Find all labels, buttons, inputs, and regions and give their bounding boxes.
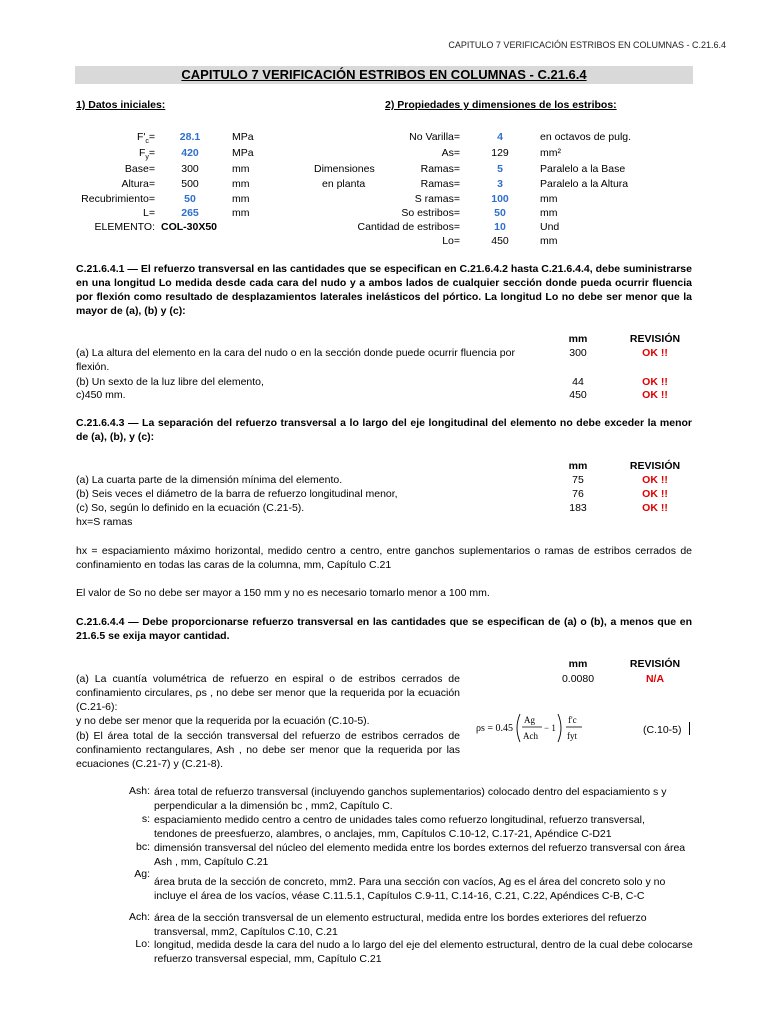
glossary-def: espaciamiento medido centro a centro de unidades tales como refuerzo longitudinal, refuerzo transversal, tendones de preesfuerzo, alambres, o anclajes, mm, Capítulos C.10-12, C.17-21, Apéndice C-D21: [154, 814, 645, 840]
c21644-col-revision: REVISIÓN: [629, 658, 681, 670]
hx-definition: hx = espaciamiento máximo horizontal, medido centro a centro, entre ganchos suplementarios o ramas de estribos cerrados de confinamiento en todas las caras de la columna, mm, Capítulo C.21: [76, 545, 692, 571]
dimensiones-label: Dimensiones: [314, 163, 375, 175]
ramas-altura-label: Ramas=: [420, 178, 460, 190]
lo-value: 450: [491, 235, 509, 247]
so-note: El valor de So no debe ser mayor a 150 mm y no es necesario tomarlo menor a 100 mm.: [76, 587, 490, 599]
c21641-c-rev: OK !!: [642, 389, 668, 401]
elemento-label: ELEMENTO:: [94, 221, 155, 233]
c21644-col-mm: mm: [568, 658, 588, 670]
s-ramas-unit: mm: [540, 193, 558, 205]
fc-label: $F'_c=$: [136, 131, 155, 146]
l-value: 265: [181, 207, 199, 219]
eq-fc-text: f'c: [568, 715, 577, 725]
equation-graphic: [476, 706, 594, 750]
c21644-paragraph: C.21.6.4.4 — Debe proporcionarse refuerzo transversal en las cantidades que se especifican de (a) o (b), a menos que en 21.6.5 se exija mayor cantidad.: [76, 616, 692, 642]
running-header: CAPITULO 7 VERIFICACIÓN ESTRIBOS EN COLUMNAS - C.21.6.4: [448, 40, 726, 50]
glossary-def: área bruta de la sección de concreto, mm2. Para una sección con vacíos, Ag es el área del concreto solo y no incluye el área de los vacíos, véase C.11.5.1, Capítulos C.9-11, C.14-16, C.21, C.22, Apéndices C-B, C-C: [154, 876, 666, 902]
c21643-b-rev: OK !!: [642, 488, 668, 500]
glossary-term: Lo:: [135, 938, 150, 950]
s-ramas-label: S ramas=: [414, 193, 460, 205]
c21644-item-a: (a) La cuantía volumétrica de refuerzo en espiral o de estribos cerrados de confinamiento circulares, ρs , no debe ser menor que la requerida por la ecuación (C.21-6):: [76, 673, 460, 713]
c21644-y-text: y no debe ser menor que la requerida por la ecuación (C.10-5).: [76, 715, 370, 727]
eq-ag-text: Ag: [524, 715, 535, 725]
elemento-value: COL-30X50: [161, 221, 218, 233]
so-estribos-unit: mm: [540, 207, 558, 219]
c21641-a-rev: OK !!: [642, 347, 668, 359]
glossary-def: área de la sección transversal de un elemento estructural, medida entre los bordes exteriores del refuerzo transversal, mm2, Capítulos C.10, C.21: [154, 912, 647, 938]
c21643-item-c: (c) So, según lo definido en la ecuación (C.21-5).: [76, 502, 305, 514]
hx-line: hx=S ramas: [76, 516, 133, 528]
eq-right-paren: [558, 714, 561, 742]
c21641-col-mm: mm: [568, 333, 588, 345]
equation-ref: (C.10-5): [643, 724, 682, 736]
c21641-item-c: c)450 mm.: [76, 389, 126, 401]
ramas-altura-unit: Paralelo a la Altura: [540, 178, 629, 190]
c21643-col-revision: REVISIÓN: [629, 460, 681, 472]
as-label: As=: [441, 147, 460, 159]
en-planta-label: en planta: [322, 178, 366, 190]
c21643-item-a: (a) La cuarta parte de la dimensión mínima del elemento.: [76, 474, 343, 486]
altura-unit: mm: [232, 178, 250, 190]
altura-label: Altura=: [121, 178, 155, 190]
lo-unit: mm: [540, 235, 558, 247]
glossary-def: dimensión transversal del núcleo del elemento medida entre los bordes externos del refuerzo transversal con área Ash , mm, Capítulo C.21: [154, 842, 686, 868]
eq-fyt-text: fyt: [567, 731, 577, 741]
c21644-item-b: (b) El área total de la sección transversal del refuerzo de estribos cerrados de confinamiento rectangulares, Ash , no debe ser menor que la requerida por las ecuaciones (C.21-7) y (C.21-8).: [76, 730, 460, 770]
glossary-term: bc:: [135, 841, 150, 853]
as-value: 129: [491, 147, 509, 159]
fy-unit: MPa: [232, 147, 254, 159]
c21641-c-mm: 450: [569, 389, 587, 401]
glossary-term: s:: [141, 813, 150, 825]
c21643-item-b: (b) Seis veces el diámetro de la barra de refuerzo longitudinal menor,: [76, 488, 398, 500]
c21643-a-mm: 75: [572, 474, 584, 486]
cantidad-unit: Und: [540, 221, 560, 233]
fc-value: 28.1: [179, 131, 201, 143]
lo-label: Lo=: [442, 235, 460, 247]
so-estribos-label: So estribos=: [401, 207, 460, 219]
section1-heading: 1) Datos iniciales:: [76, 99, 166, 111]
base-value: 300: [181, 163, 199, 175]
c21643-b-mm: 76: [572, 488, 584, 500]
fy-value: 420: [181, 147, 199, 159]
cantidad-value: 10: [494, 221, 506, 233]
glossary-term: Ash:: [128, 785, 150, 797]
fc-unit: MPa: [232, 131, 254, 143]
no-varilla-unit: en octavos de pulg.: [540, 131, 632, 143]
altura-value: 500: [181, 178, 199, 190]
so-estribos-value: 50: [494, 207, 506, 219]
c21643-paragraph: C.21.6.4.3 — La separación del refuerzo transversal a lo largo del eje longitudinal del elemento no debe exceder la menor de (a), (b), y (c):: [76, 417, 692, 443]
c21641-b-rev: OK !!: [642, 376, 668, 388]
ramas-altura-value: 3: [497, 178, 503, 190]
no-varilla-label: No Varilla=: [409, 131, 460, 143]
c21641-item-a: (a) La altura del elemento en la cara del nudo o en la sección donde puede ocurrir fluencia por: [76, 347, 515, 359]
s-ramas-value: 100: [491, 193, 509, 205]
glossary-term: Ag:: [134, 868, 150, 880]
c21641-a-mm: 300: [569, 347, 587, 359]
c21641-b-mm: 44: [572, 376, 584, 388]
l-label: L=: [143, 207, 155, 219]
c21643-c-rev: OK !!: [642, 502, 668, 514]
cantidad-label: Cantidad de estribos=: [357, 221, 460, 233]
page-title: CAPITULO 7 VERIFICACIÓN ESTRIBOS EN COLUMNAS - C.21.6.4: [75, 66, 693, 84]
eq-left-paren: [517, 714, 520, 742]
c21641-item-a-cont: flexión.: [76, 361, 110, 373]
base-label: Base=: [124, 163, 155, 175]
ramas-base-unit: Paralelo a la Base: [540, 163, 626, 175]
c21644-rev-value: N/A: [645, 673, 665, 685]
base-unit: mm: [232, 163, 250, 175]
recubrimiento-label: Recubrimiento=: [81, 193, 155, 205]
glossary-def: área total de refuerzo transversal (incluyendo ganchos suplementarios) colocado dentro del espaciamiento s y perpendicular a la dimensión bc , mm2, Capítulo C.: [154, 786, 667, 812]
fy-label: $F_y=$: [138, 147, 155, 162]
c21643-c-mm: 183: [569, 502, 587, 514]
recubrimiento-unit: mm: [232, 193, 250, 205]
c21641-paragraph: C.21.6.4.1 — El refuerzo transversal en las cantidades que se especifican en C.21.6.4.2 hasta C.21.6.4.4, debe suministrarse en una longitud Lo medida desde cada cara del nudo y a ambos lados de cualquier sección donde pueda ocurrir fluencia por flexión como resultado de desplazamientos laterales inelásticos del pórtico. La longitud Lo no debe ser menor que la mayor de (a), (b) y (c):: [76, 263, 692, 317]
equation-c10-5: [476, 706, 594, 750]
text-cursor: [689, 722, 690, 735]
section2-heading: 2) Propiedades y dimensiones de los estribos:: [385, 99, 617, 111]
eq-minus-one-text: − 1: [544, 723, 556, 733]
ramas-base-label: Ramas=: [420, 163, 460, 175]
c21643-a-rev: OK !!: [642, 474, 668, 486]
recubrimiento-value: 50: [184, 193, 196, 205]
c21643-col-mm: mm: [568, 460, 588, 472]
eq-ach-text: Ach: [523, 731, 538, 741]
l-unit: mm: [232, 207, 250, 219]
glossary-term: Ach:: [128, 911, 150, 923]
c21641-item-b: (b) Un sexto de la luz libre del elemento,: [76, 376, 264, 388]
c21641-col-revision: REVISIÓN: [629, 333, 681, 345]
eq-rho-text: ρs = 0.45: [476, 723, 514, 734]
ramas-base-value: 5: [497, 163, 503, 175]
c21644-mm-value: 0.0080: [561, 673, 595, 685]
glossary-def: longitud, medida desde la cara del nudo a lo largo del eje del elemento estructural, dentro de la cual debe colocarse refuerzo transversal especial, mm, Capítulo C.21: [154, 939, 693, 965]
no-varilla-value: 4: [497, 131, 503, 143]
as-unit: mm²: [540, 147, 561, 159]
